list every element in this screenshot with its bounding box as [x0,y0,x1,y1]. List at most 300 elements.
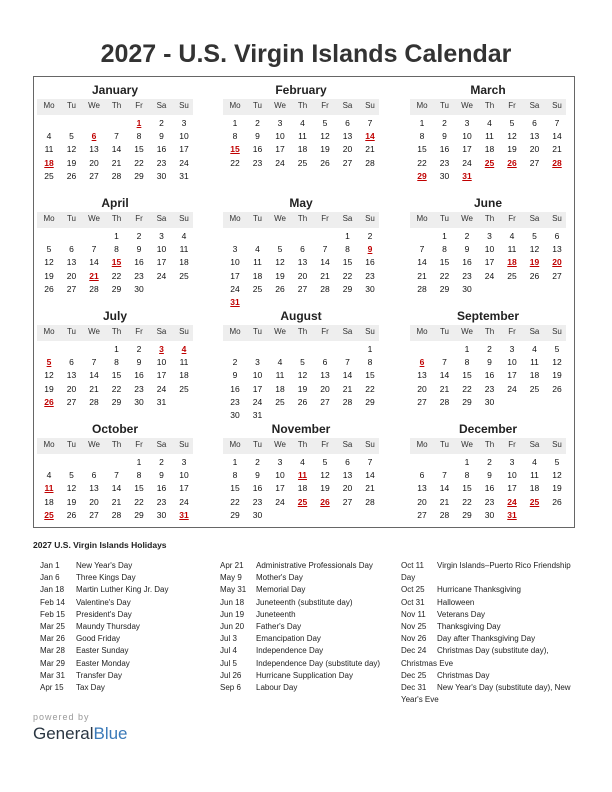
calendar-date: 29 [134,509,144,520]
calendar-date: 22 [342,270,353,281]
calendar-date: 27 [66,396,77,407]
calendar-date: 3 [509,344,515,354]
calendar-date: 19 [297,383,308,394]
calendar-date: 14 [89,257,99,268]
weekday-label: Mo [416,440,428,449]
calendar-date: 24 [484,270,495,281]
calendar-date: 6 [345,118,350,128]
calendar-date: 7 [442,357,447,368]
calendar-date: 21 [89,383,99,394]
calendar-date: 9 [159,131,164,142]
calendar-date: 3 [464,118,470,128]
calendar-date: 25 [252,283,263,294]
holiday-date: 29 [417,170,427,181]
calendar-date: 4 [487,118,492,128]
calendar-date: 26 [320,157,330,168]
weekday-header [37,99,193,115]
weekday-header [410,212,566,228]
calendar-date: 14 [365,470,375,481]
month-name: June [473,196,502,210]
calendar-date: 1 [442,231,447,241]
calendar-date: 9 [159,470,164,481]
holiday-entry-date: Dec 31 [401,683,427,693]
weekday-label: Tu [66,214,77,223]
holiday-entry-date: Sep 6 [220,683,241,693]
weekday-label: We [274,101,286,110]
calendar-date: 27 [89,509,99,520]
holiday-date: 20 [552,257,562,268]
holiday-entry-name: Good Friday [76,634,121,644]
holiday-entry-date: Dec 25 [401,670,427,680]
calendar-date: 30 [134,396,144,407]
calendar-date: 4 [300,457,305,467]
holiday-entry-name: Father's Day [256,622,302,632]
calendar-date: 1 [464,457,470,467]
calendar-date: 30 [252,509,263,520]
calendar-date: 27 [552,270,562,281]
calendar-date: 24 [179,496,189,507]
calendar-date: 28 [417,283,427,294]
holiday-entry [401,670,573,682]
calendar-date: 28 [111,170,122,181]
calendar-date: 13 [342,131,353,142]
holiday-date: 25 [484,157,495,168]
calendar-date: 14 [552,131,562,142]
calendar-date: 21 [320,270,330,281]
holiday-entry-name: New Year's Day [76,561,133,570]
weekday-header [223,325,379,341]
calendar-date: 18 [252,270,263,281]
holiday-entry [40,560,218,572]
holiday-entry [401,597,573,609]
holiday-column [220,560,398,694]
month-may [223,196,379,306]
holiday-entry [401,682,573,706]
weekday-label: Fr [135,214,143,223]
holiday-entry-date: Jan 18 [40,585,65,595]
holiday-entry [220,658,398,670]
holiday-date: 6 [419,357,425,368]
holiday-entry-date: Jun 18 [220,597,245,607]
calendar-date: 8 [136,131,142,142]
weekday-label: Mo [416,214,428,223]
calendar-date: 4 [300,118,305,128]
calendar-date: 22 [230,496,240,507]
weekday-label: Sa [156,327,167,336]
month-name: August [280,309,322,323]
weekday-label: We [274,440,286,449]
calendar-date: 29 [111,283,122,294]
calendar-date: 20 [529,144,540,155]
weekday-label: Su [552,101,562,110]
holiday-entry [220,597,398,609]
holiday-entry-name: Easter Sunday [76,646,129,656]
calendar-date: 16 [252,483,263,494]
weekday-label: Fr [508,214,516,223]
weekday-label: Th [111,440,122,449]
holiday-date: 28 [552,157,562,168]
calendar-date: 10 [230,257,240,268]
calendar-date: 21 [111,157,122,168]
calendar-date: 9 [464,244,470,255]
calendar-date: 22 [134,496,144,507]
calendar-date: 23 [484,496,495,507]
calendar-date: 18 [275,383,285,394]
calendar-date: 28 [439,509,450,520]
weekday-label: We [88,440,100,449]
calendar-date: 16 [462,257,472,268]
calendar-date: 4 [255,244,260,255]
calendar-date: 2 [487,344,492,354]
calendar-date: 30 [156,170,167,181]
calendar-date: 14 [320,257,330,268]
calendar-date: 13 [342,470,353,481]
calendar-date: 6 [91,470,97,481]
weekday-header [223,99,379,115]
holiday-date: 25 [297,496,308,507]
month-september [410,309,566,419]
weekday-label: Su [552,214,562,223]
weekday-label: Th [484,101,495,110]
calendar-date: 13 [552,244,562,255]
calendar-date: 16 [439,144,450,155]
holiday-entry [40,658,218,670]
weekday-label: Su [179,327,189,336]
calendar-date: 2 [159,118,164,128]
calendar-date: 22 [111,270,122,281]
holiday-entry [40,670,218,682]
calendar-date: 23 [252,496,263,507]
month-april [37,196,193,306]
holiday-entry [220,621,398,633]
holiday-date: 18 [44,157,54,168]
weekday-label: Fr [135,101,143,110]
holiday-entry-name: President's Day [76,609,132,619]
calendar-date: 21 [439,496,450,507]
calendar-date: 13 [320,370,330,381]
calendar-date: 27 [297,283,308,294]
weekday-header [37,438,193,454]
calendar-date: 30 [134,283,144,294]
calendar-date: 19 [552,370,562,381]
calendar-date: 7 [442,470,447,481]
calendar-date: 18 [179,370,189,381]
calendar-date: 28 [365,496,375,507]
holiday-column [401,560,573,706]
holiday-entry-name: Christmas Day [437,670,490,680]
holiday-entry-date: Feb 15 [40,609,65,619]
calendar-date: 20 [417,383,427,394]
calendar-date: 15 [417,144,427,155]
calendar-date: 12 [507,131,517,142]
calendar-date: 7 [114,470,119,481]
weekday-label: We [274,327,286,336]
weekday-header [410,438,566,454]
calendar-date: 14 [111,144,122,155]
calendar-date: 19 [507,144,517,155]
holiday-entry-date: Oct 11 [401,561,424,570]
holiday-entry [401,609,573,621]
holiday-entry-date: Mar 29 [40,658,65,668]
calendar-date: 24 [230,283,240,294]
weekday-label: Fr [508,440,516,449]
weekday-header [223,438,379,454]
weekday-label: Mo [43,101,55,110]
calendar-date: 16 [156,144,167,155]
weekday-label: We [461,327,473,336]
holiday-entry [220,633,398,645]
weekday-label: Tu [252,214,263,223]
weekday-header [410,325,566,341]
month-november [223,422,379,532]
holiday-entry [220,572,398,584]
weekday-header [223,212,379,228]
weekday-label: We [88,101,100,110]
weekday-label: Mo [229,440,241,449]
holiday-date: 4 [181,344,187,354]
calendar-date: 8 [232,470,238,481]
calendar-date: 11 [298,131,307,142]
calendar-date: 6 [419,470,425,481]
weekday-label: Mo [43,214,55,223]
calendar-date: 31 [252,410,263,420]
calendar-date: 17 [156,370,167,381]
calendar-date: 1 [114,344,119,354]
calendar-date: 21 [365,483,375,494]
holiday-entry-name: Maundy Thursday [76,622,140,632]
weekday-label: Fr [321,101,329,110]
holiday-date: 11 [298,470,307,481]
weekday-label: Su [552,327,562,336]
calendar-date: 21 [365,144,375,155]
month-name: April [101,196,129,210]
calendar-date: 20 [66,270,77,281]
page-title: 2027 - U.S. Virgin Islands Calendar [100,40,512,68]
holiday-date: 31 [507,509,517,520]
calendar-date: 7 [91,244,97,255]
calendar-date: 9 [255,470,260,481]
holiday-entry-date: Oct 25 [401,585,425,595]
weekday-label: Su [179,214,189,223]
weekday-label: Sa [529,327,540,336]
calendar-date: 15 [230,483,240,494]
calendar-date: 13 [417,370,427,381]
calendar-date: 14 [439,370,450,381]
holiday-entry-name: Independence Day [256,646,324,656]
calendar-date: 10 [507,357,517,368]
calendar-date: 6 [300,244,305,255]
calendar-date: 14 [89,370,99,381]
calendar-date: 20 [89,157,99,168]
weekday-label: We [461,440,473,449]
weekday-header [410,99,566,115]
holiday-date: 25 [529,496,540,507]
calendar-date: 24 [275,157,285,168]
calendar-date: 12 [66,144,77,155]
calendar-date: 5 [322,457,328,467]
calendar-date: 9 [232,370,238,381]
weekday-label: Th [297,440,308,449]
calendar-date: 20 [342,483,353,494]
calendar-date: 29 [230,509,240,520]
holiday-date: 24 [507,496,517,507]
calendar-date: 7 [554,118,560,128]
calendar-date: 15 [342,257,353,268]
calendar-date: 9 [136,357,142,368]
calendar-date: 5 [69,131,74,142]
holiday-entry-name: Thanksgiving Day [437,622,501,632]
weekday-label: We [274,214,286,223]
holiday-entry [401,584,573,596]
holiday-entry [40,597,218,609]
calendar-date: 2 [442,118,447,128]
calendar-date: 3 [181,118,187,128]
calendar-date: 27 [417,509,427,520]
calendar-date: 19 [66,157,77,168]
calendar-date: 2 [367,231,373,241]
calendar-date: 9 [487,470,492,481]
holiday-entry-name: Valentine's Day [76,597,131,607]
calendar-date: 2 [487,457,492,467]
calendar-date: 17 [156,257,167,268]
calendar-date: 17 [507,483,517,494]
month-name: September [456,309,520,323]
holiday-entry-date: Mar 28 [40,646,65,656]
calendar-date: 26 [529,270,540,281]
calendar-date: 28 [439,396,450,407]
brand-logo[interactable] [33,712,128,744]
holiday-entry [40,621,218,633]
calendar-date: 22 [365,383,375,394]
holiday-date: 6 [91,131,97,142]
calendar-date: 18 [179,257,189,268]
weekday-label: Tu [252,327,263,336]
month-name: March [470,83,506,97]
calendar-date: 9 [487,357,492,368]
calendar-date: 30 [230,410,240,420]
calendar-date: 11 [253,257,262,268]
calendar-date: 13 [66,257,77,268]
calendar-date: 10 [462,131,472,142]
holiday-date: 18 [507,257,517,268]
calendar-date: 10 [156,244,167,255]
calendar-date: 2 [159,457,164,467]
calendar-date: 14 [111,483,122,494]
calendar-date: 19 [320,144,330,155]
holiday-date: 14 [365,131,375,142]
calendar-date: 15 [134,144,144,155]
calendar-date: 10 [179,470,189,481]
calendar-date: 8 [345,244,350,255]
holiday-entry-date: May 9 [220,573,242,583]
calendar-date: 3 [277,457,283,467]
holiday-entry-name: Memorial Day [256,585,306,595]
calendar-date: 15 [462,370,472,381]
weekday-label: Mo [229,214,241,223]
holiday-entry-date: Jun 20 [220,622,245,632]
calendar-date: 17 [179,483,189,494]
holiday-entry-date: May 31 [220,585,247,595]
calendar-date: 10 [252,370,263,381]
calendar-date: 8 [114,357,119,368]
holiday-entry-name: Day after Thanksgiving Day [437,634,536,644]
holiday-entry [220,682,398,694]
calendar-date: 12 [552,470,562,481]
calendar-date: 28 [342,396,353,407]
calendar-date: 7 [367,457,373,467]
calendar-date: 23 [365,270,375,281]
calendar-date: 5 [322,118,328,128]
weekday-label: Fr [135,327,143,336]
holiday-entry [40,645,218,657]
holiday-entry-name: Independence Day (substitute day) [256,658,381,668]
calendar-date: 7 [345,357,350,368]
calendar-date: 23 [462,270,472,281]
calendar-date: 20 [342,144,353,155]
calendar-date: 29 [111,396,122,407]
holiday-entry-date: Dec 24 [401,646,427,656]
calendar-date: 17 [179,144,189,155]
calendar-date: 3 [255,357,260,368]
calendar-date: 14 [342,370,353,381]
holiday-entry-name: Transfer Day [76,670,122,680]
calendar-date: 29 [439,283,450,294]
calendar-date: 18 [297,483,308,494]
weekday-label: Th [484,214,495,223]
weekday-label: Fr [508,101,516,110]
calendar-date: 11 [179,244,189,255]
holiday-date: 1 [136,118,142,128]
calendar-date: 13 [66,370,77,381]
calendar-date: 5 [300,357,305,368]
calendar-date: 3 [159,231,164,241]
calendar-date: 1 [367,344,373,354]
holiday-date: 26 [44,396,54,407]
holiday-entry-name: Hurricane Supplication Day [256,670,353,680]
calendar-date: 25 [507,270,517,281]
calendar-date: 31 [156,396,167,407]
calendar-date: 4 [532,457,537,467]
calendar-date: 25 [179,383,189,394]
calendar-date: 2 [136,231,142,241]
brand-name-blue: Blue [93,724,128,743]
brand-name-general: General [33,724,94,743]
calendar-date: 10 [156,357,167,368]
weekday-label: Mo [229,327,241,336]
holiday-entry-date: Feb 14 [40,597,65,607]
calendar-date: 26 [275,283,285,294]
calendar-date: 23 [230,396,240,407]
holiday-entry-name: New Year's Day (substitute day), New Year's Eve [401,683,571,705]
calendar-date: 24 [156,383,167,394]
calendar-date: 20 [320,383,330,394]
calendar-date: 1 [419,118,425,128]
month-july [37,309,193,419]
weekday-label: Sa [342,214,353,223]
calendar-date: 8 [136,470,142,481]
calendar-date: 19 [66,496,77,507]
holiday-entry-date: Nov 11 [401,609,426,619]
calendar-date: 10 [275,470,285,481]
calendar-date: 11 [44,144,54,155]
weekday-label: Tu [439,214,450,223]
calendar-date: 27 [320,396,330,407]
holiday-entry-name: Virgin Islands–Puerto Rico Friendship Day [401,561,571,583]
weekday-label: Su [365,440,375,449]
calendar-date: 23 [134,383,144,394]
holiday-entry [220,670,398,682]
calendar-date: 15 [134,483,144,494]
